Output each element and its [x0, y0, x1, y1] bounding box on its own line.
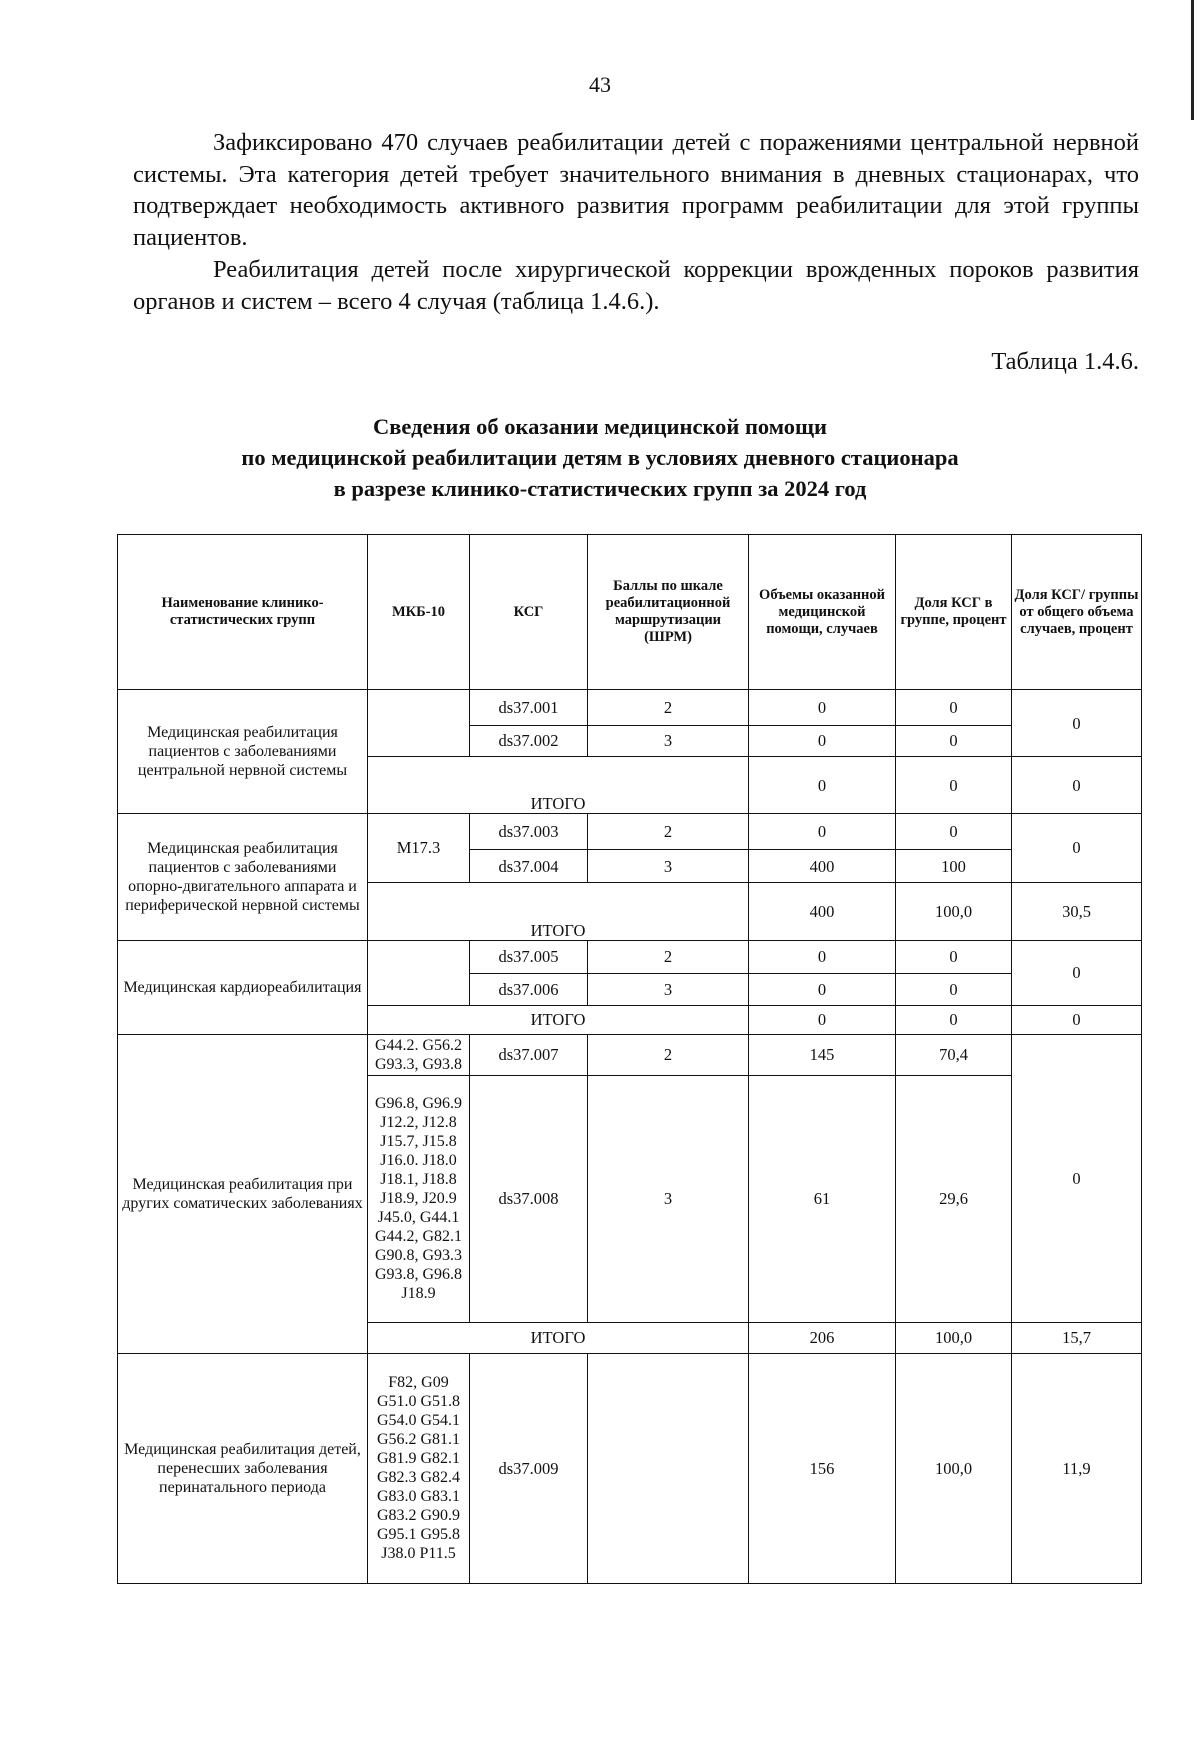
volume-cell: 0 [749, 940, 896, 973]
header-mkb: МКБ-10 [368, 535, 470, 690]
ksg-cell: ds37.002 [470, 725, 588, 756]
itogo-total: 15,7 [1012, 1323, 1142, 1353]
ksg-cell: ds37.005 [470, 940, 588, 973]
itogo-share: 0 [896, 757, 1012, 814]
share-cell: 70,4 [896, 1035, 1012, 1076]
itogo-volume: 0 [749, 1005, 896, 1034]
volume-cell: 0 [749, 690, 896, 726]
itogo-volume: 206 [749, 1323, 896, 1353]
page-number: 43 [589, 72, 611, 97]
shrm-cell: 2 [588, 690, 749, 726]
itogo-label: ИТОГО [368, 882, 749, 940]
itogo-share: 100,0 [896, 882, 1012, 940]
ksg-cell: ds37.004 [470, 850, 588, 882]
share-cell: 0 [896, 813, 1012, 850]
shrm-cell: 3 [588, 974, 749, 1005]
ksg-cell: ds37.008 [470, 1075, 588, 1323]
shrm-cell: 2 [588, 1035, 749, 1076]
share-cell: 0 [896, 974, 1012, 1005]
group-name: Медицинская реабилитация детей, перенесших заболевания перинатального периода [118, 1353, 368, 1583]
header-ksg: КСГ [470, 535, 588, 690]
shrm-cell: 3 [588, 1075, 749, 1323]
table-row [118, 813, 1142, 850]
share-total-cell: 0 [1012, 813, 1142, 882]
group-name: Медицинская кардиореабилитация [118, 940, 368, 1034]
share-cell: 100 [896, 850, 1012, 882]
table-title-line-3: в разрезе клинико-статистических групп за 2024 год [333, 476, 867, 501]
share-total-cell: 0 [1012, 690, 1142, 757]
mkb-cell: G44.2. G56.2 G93.3, G93.8 [368, 1035, 470, 1076]
shrm-cell: 3 [588, 850, 749, 882]
paragraph-2: Реабилитация детей после хирургической коррекции врожденных пороков развития органов и систем – всего 4 случая (таблица 1.4.6.). [133, 256, 1139, 315]
ksg-cell: ds37.009 [470, 1353, 588, 1583]
ksg-cell: ds37.001 [470, 690, 588, 726]
itogo-total: 30,5 [1012, 882, 1142, 940]
itogo-label: ИТОГО [368, 757, 749, 814]
itogo-share: 100,0 [896, 1323, 1012, 1353]
group-name: Медицинская реабилитация при других соматических заболеваниях [118, 1035, 368, 1354]
header-share-group: Доля КСГ в группе, процент [896, 535, 1012, 690]
volume-cell: 0 [749, 974, 896, 1005]
table-title-line-2: по медицинской реабилитации детям в условиях дневного стационара [241, 445, 959, 470]
table-row [118, 690, 1142, 726]
shrm-cell: 2 [588, 813, 749, 850]
share-cell: 100,0 [896, 1353, 1012, 1583]
mkb-cell: F82, G09 G51.0 G51.8 G54.0 G54.1 G56.2 G81.1 G81.9 G82.1 G82.3 G82.4 G83.0 G83.1 G83.2 G90.9 G95.1 G95.8 J38.0 P11.5 [368, 1353, 470, 1583]
table-title [0, 411, 1200, 504]
paragraph-1: Зафиксировано 470 случаев реабилитации детей с поражениями центральной нервной системы. Эта категория детей требует значительного внимания в дневных стационарах, что подтверждает необходимость активного развития программ реабилитации для этой группы пациентов. [133, 129, 1139, 251]
table-row [118, 1353, 1142, 1583]
share-cell: 0 [896, 940, 1012, 973]
page-edge-mark [1191, 0, 1194, 120]
shrm-cell [588, 1353, 749, 1583]
table-row [118, 940, 1142, 973]
header-name: Наименование клинико-статистических групп [118, 535, 368, 690]
volume-cell: 400 [749, 850, 896, 882]
itogo-label: ИТОГО [368, 1005, 749, 1034]
itogo-label: ИТОГО [368, 1323, 749, 1353]
volume-cell: 61 [749, 1075, 896, 1323]
rehab-table [117, 534, 1142, 1584]
itogo-total: 0 [1012, 1005, 1142, 1034]
itogo-volume: 400 [749, 882, 896, 940]
mkb-cell: G96.8, G96.9 J12.2, J12.8 J15.7, J15.8 J16.0. J18.0 J18.1, J18.8 J18.9, J20.9 J45.0, G44.1 G44.2, G82.1 G90.8, G93.3 G93.8, G96.8 J18.9 [368, 1075, 470, 1323]
share-cell: 29,6 [896, 1075, 1012, 1323]
table-label: Таблица 1.4.6. [991, 348, 1139, 375]
share-total-cell: 0 [1012, 1035, 1142, 1323]
ksg-cell: ds37.006 [470, 974, 588, 1005]
volume-cell: 156 [749, 1353, 896, 1583]
table-row [118, 1035, 1142, 1076]
volume-cell: 145 [749, 1035, 896, 1076]
group-name: Медицинская реабилитация пациентов с заболеваниями центральной нервной системы [118, 690, 368, 814]
header-volume: Объемы оказанной медицинской помощи, случаев [749, 535, 896, 690]
share-cell: 0 [896, 725, 1012, 756]
group-name: Медицинская реабилитация пациентов с заболеваниями опорно-двигательного аппарата и периферической нервной системы [118, 813, 368, 940]
shrm-cell: 3 [588, 725, 749, 756]
ksg-cell: ds37.003 [470, 813, 588, 850]
volume-cell: 0 [749, 725, 896, 756]
group-mkb [368, 690, 470, 757]
itogo-total: 0 [1012, 757, 1142, 814]
table-header-row [118, 535, 1142, 690]
shrm-cell: 2 [588, 940, 749, 973]
group-mkb [368, 940, 470, 1005]
share-total-cell: 0 [1012, 940, 1142, 1005]
group-mkb: M17.3 [368, 813, 470, 882]
header-shrm: Баллы по шкале реабилитационной маршрутизации (ШРМ) [588, 535, 749, 690]
share-total-cell: 11,9 [1012, 1353, 1142, 1583]
header-share-total: Доля КСГ/ группы от общего объема случаев, процент [1012, 535, 1142, 690]
ksg-cell: ds37.007 [470, 1035, 588, 1076]
table-title-line-1: Сведения об оказании медицинской помощи [372, 414, 827, 439]
volume-cell: 0 [749, 813, 896, 850]
itogo-share: 0 [896, 1005, 1012, 1034]
share-cell: 0 [896, 690, 1012, 726]
itogo-volume: 0 [749, 757, 896, 814]
